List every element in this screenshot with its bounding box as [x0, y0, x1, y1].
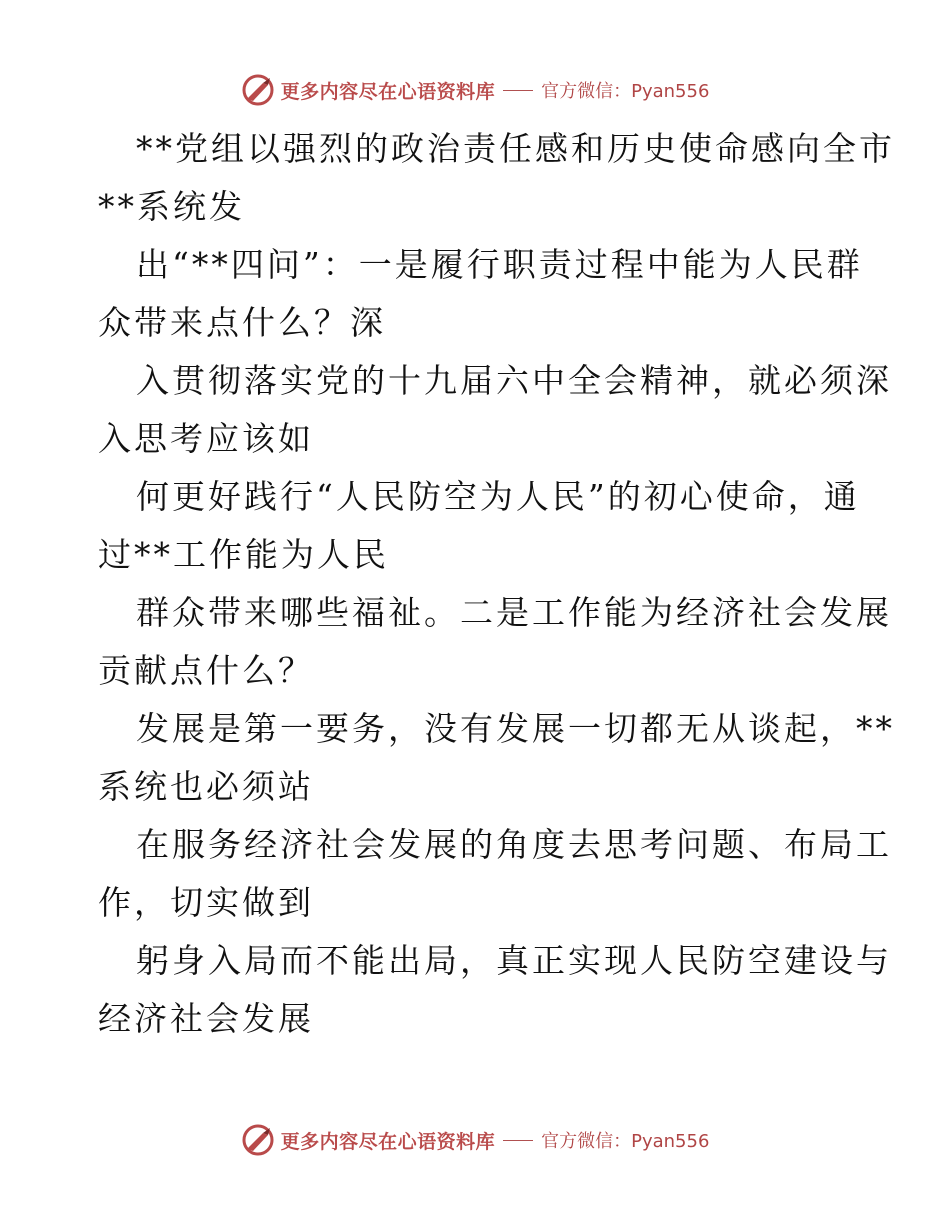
paragraph-line: 入贯彻落实党的十九届六中全会精神，就必须深: [136, 361, 892, 400]
paragraph-line: 经济社会发展: [98, 999, 314, 1038]
footer-watermark: [0, 1120, 950, 1160]
paragraph-line: 发展是第一要务，没有发展一切都无从谈起，**: [136, 709, 895, 748]
paragraph: [98, 352, 892, 468]
watermark-brand: 更多内容尽在心语资料库: [280, 1130, 496, 1153]
paragraph-line: 作，切实做到: [98, 883, 314, 922]
paragraph-line: 贡献点什么？: [98, 651, 314, 690]
document-body: [98, 120, 895, 1048]
paragraph-line: **系统发: [98, 187, 245, 226]
watermark-contact: 官方微信：Pyan556: [541, 1131, 710, 1152]
brand-logo-icon: [241, 1123, 275, 1157]
paragraph-line: 躬身入局而不能出局，真正实现人民防空建设与: [136, 941, 892, 980]
paragraph-line: 入思考应该如: [98, 419, 314, 458]
watermark-divider: [503, 90, 533, 91]
paragraph-line: 众带来点什么？深: [98, 303, 386, 342]
watermark-brand: 更多内容尽在心语资料库: [280, 80, 496, 103]
paragraph-line: **党组以强烈的政治责任感和历史使命感向全市: [136, 129, 895, 168]
paragraph: [98, 120, 895, 236]
paragraph: [98, 236, 863, 352]
watermark-divider: [503, 1140, 533, 1141]
paragraph: [98, 700, 895, 816]
paragraph-line: 群众带来哪些福祉。二是工作能为经济社会发展: [136, 593, 892, 632]
paragraph: [98, 932, 892, 1048]
paragraph: [98, 816, 892, 932]
paragraph: [98, 468, 860, 584]
brand-logo-icon: [241, 73, 275, 107]
paragraph-line: 在服务经济社会发展的角度去思考问题、布局工: [136, 825, 892, 864]
paragraph-line: 出“**四问”：一是履行职责过程中能为人民群: [136, 245, 863, 284]
paragraph-line: 过**工作能为人民: [98, 535, 389, 574]
paragraph-line: 何更好践行“人民防空为人民”的初心使命，通: [136, 477, 860, 516]
watermark-contact: 官方微信：Pyan556: [541, 81, 710, 102]
paragraph-line: 系统也必须站: [98, 767, 314, 806]
header-watermark: [0, 70, 950, 110]
paragraph: [98, 584, 892, 700]
